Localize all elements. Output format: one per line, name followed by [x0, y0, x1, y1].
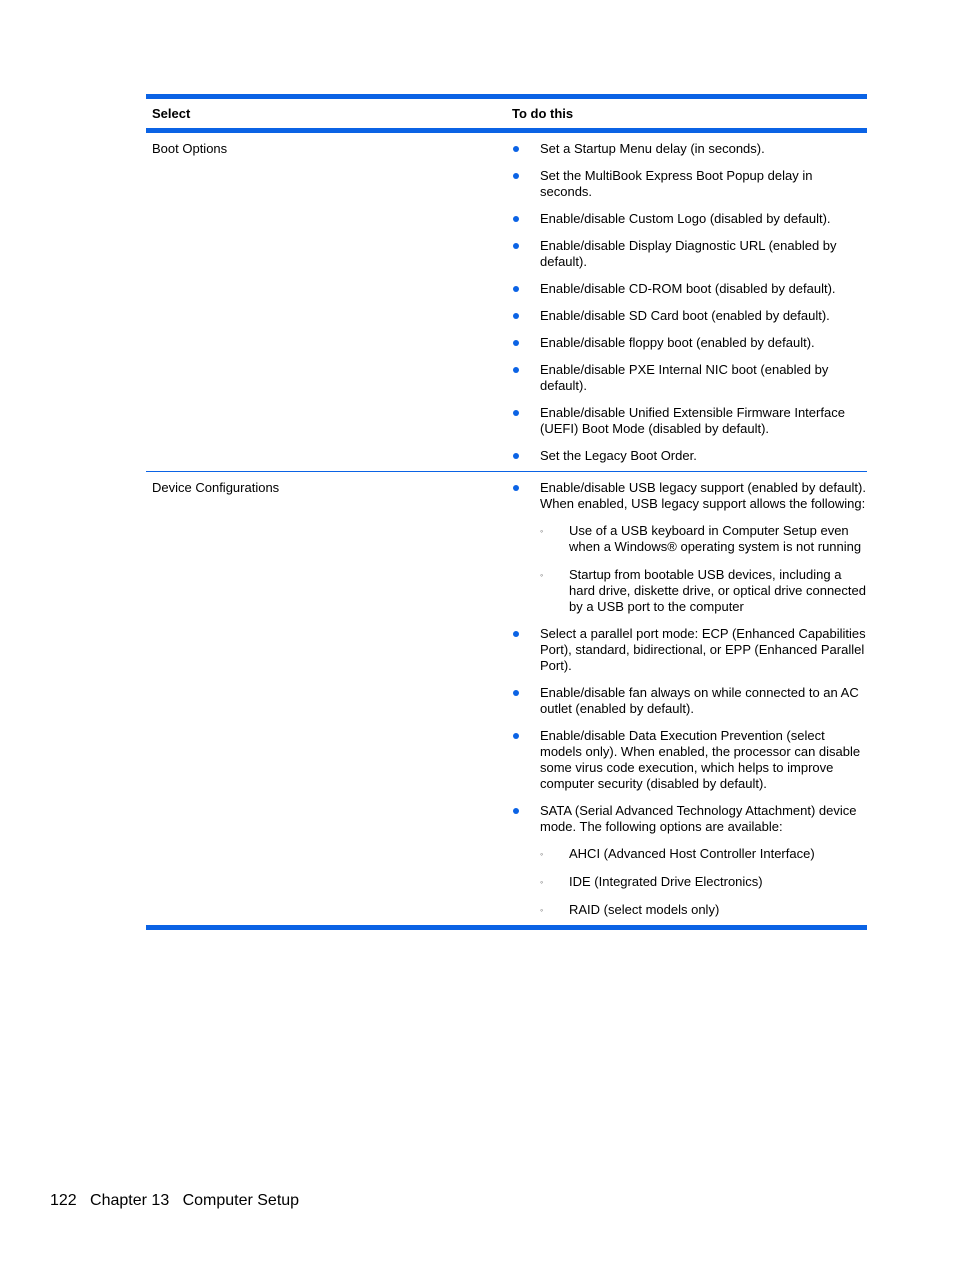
sub-list-item [540, 902, 867, 918]
list-item [512, 362, 867, 394]
item-text: Enable/disable Display Diagnostic URL (enabled by default). [540, 238, 837, 269]
item-text: Enable/disable Custom Logo (disabled by default). [540, 211, 831, 226]
sub-item-text: Use of a USB keyboard in Computer Setup even when a Windows® operating system is not running [569, 523, 862, 554]
action-list [512, 480, 867, 918]
item-text: Enable/disable PXE Internal NIC boot (enabled by default). [540, 362, 829, 393]
item-text: Enable/disable USB legacy support (enabled by default). When enabled, USB legacy support allows the following: [540, 480, 866, 511]
item-text: Set the Legacy Boot Order. [540, 448, 697, 463]
bullet-icon [513, 173, 519, 179]
item-text: Select a parallel port mode: ECP (Enhanced Capabilities Port), standard, bidirectional, or EPP (Enhanced Parallel Port). [540, 626, 866, 673]
list-item [512, 803, 867, 918]
table-row-boot-options [146, 133, 867, 471]
settings-table [146, 94, 867, 930]
bullet-icon [513, 453, 519, 459]
bullet-icon [513, 631, 519, 637]
hollow-bullet-icon: ◦ [540, 849, 544, 859]
bullet-icon [513, 146, 519, 152]
row-actions [506, 133, 867, 471]
list-item [512, 685, 867, 717]
sub-list-item [540, 567, 867, 615]
sub-item-text: Startup from bootable USB devices, including a hard drive, diskette drive, or optical drive connected by a USB port to the computer [569, 567, 866, 614]
sub-list [540, 846, 867, 918]
list-item [512, 448, 867, 464]
bullet-icon [513, 367, 519, 373]
bullet-icon [513, 313, 519, 319]
hollow-bullet-icon: ◦ [540, 526, 544, 536]
page-footer [50, 1192, 299, 1210]
row-actions [506, 472, 867, 925]
list-item [512, 626, 867, 674]
sub-list [540, 523, 867, 615]
list-item [512, 141, 867, 157]
sub-item-text: IDE (Integrated Drive Electronics) [569, 874, 763, 889]
hollow-bullet-icon: ◦ [540, 570, 544, 580]
sub-list-item [540, 523, 867, 555]
header-select: Select [152, 106, 191, 121]
chapter-label: Chapter 13 [90, 1192, 170, 1209]
bullet-icon [513, 216, 519, 222]
bullet-icon [513, 808, 519, 814]
item-text: Enable/disable Data Execution Prevention (select models only). When enabled, the processor can disable some virus code execution, which helps to improve computer security (disabled by default). [540, 728, 861, 791]
hollow-bullet-icon: ◦ [540, 877, 544, 887]
item-text: SATA (Serial Advanced Technology Attachment) device mode. The following options are available: [540, 803, 857, 834]
header-to-do: To do this [512, 106, 574, 121]
list-item [512, 238, 867, 270]
item-text: Enable/disable floppy boot (enabled by default). [540, 335, 815, 350]
bullet-icon [513, 340, 519, 346]
bullet-icon [513, 485, 519, 491]
hollow-bullet-icon: ◦ [540, 905, 544, 915]
page-number: 122 [50, 1192, 77, 1209]
bullet-icon [513, 286, 519, 292]
item-text: Set the MultiBook Express Boot Popup delay in seconds. [540, 168, 813, 199]
sub-list-item [540, 846, 867, 862]
bullet-icon [513, 410, 519, 416]
table-header-row [146, 99, 867, 128]
sub-item-text: RAID (select models only) [569, 902, 720, 917]
list-item [512, 308, 867, 324]
sub-list-item [540, 874, 867, 890]
row-select-label: Boot Options [152, 141, 228, 156]
item-text: Enable/disable CD-ROM boot (disabled by default). [540, 281, 836, 296]
bullet-icon [513, 690, 519, 696]
table-bottom-rule [146, 925, 867, 930]
sub-item-text: AHCI (Advanced Host Controller Interface) [569, 846, 815, 861]
row-select-label: Device Configurations [152, 480, 280, 495]
list-item [512, 405, 867, 437]
item-text: Enable/disable SD Card boot (enabled by default). [540, 308, 830, 323]
chapter-title: Computer Setup [182, 1192, 300, 1209]
list-item [512, 168, 867, 200]
table-row-device-configurations [146, 472, 867, 925]
list-item [512, 211, 867, 227]
item-text: Enable/disable Unified Extensible Firmware Interface (UEFI) Boot Mode (disabled by default). [540, 405, 845, 436]
list-item [512, 480, 867, 615]
list-item [512, 728, 867, 792]
item-text: Set a Startup Menu delay (in seconds). [540, 141, 765, 156]
bullet-icon [513, 243, 519, 249]
item-text: Enable/disable fan always on while connected to an AC outlet (enabled by default). [540, 685, 859, 716]
list-item [512, 335, 867, 351]
list-item [512, 281, 867, 297]
action-list [512, 141, 867, 464]
bullet-icon [513, 733, 519, 739]
